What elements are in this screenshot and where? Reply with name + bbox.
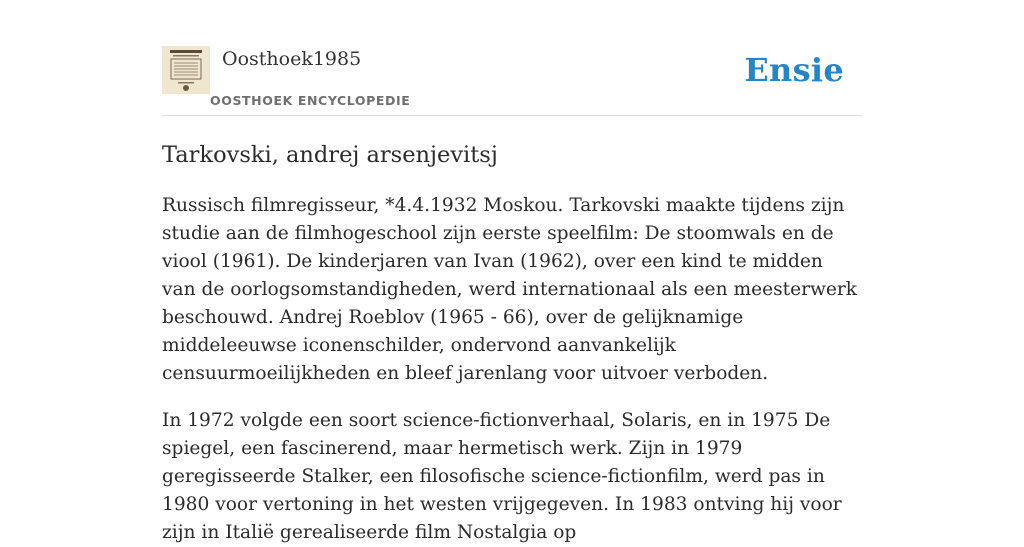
article-title: Tarkovski, andrej arsenjevitsj xyxy=(162,142,498,168)
article-card xyxy=(162,44,862,547)
author-link[interactable]: Oosthoek1985 xyxy=(222,48,362,70)
encyclopedia-cover-icon xyxy=(162,46,210,94)
article-header xyxy=(162,44,862,116)
article-paragraph-1: Russisch filmregisseur, *4.4.1932 Moskou. Tarkovski maakte tijdens zijn studie aan de filmhogeschool zijn eerste speelfilm: De stoomwals en de viool (1961). De kinderjaren van Ivan (1962), over een kind te midden van de oorlogsomstandigheden, werd internationaal als een meesterwerk beschouwd. Andrej Roeblov (1965 - 66), over de gelijknamige middeleeuwse iconenschilder, ondervond aanvankelijk censuurmoeilijkheden en bleef jarenlang voor uitvoer verboden. xyxy=(162,195,858,384)
avatar[interactable] xyxy=(162,46,210,94)
ensie-logo[interactable]: Ensie xyxy=(744,51,844,89)
source-label[interactable]: OOSTHOEK ENCYCLOPEDIE xyxy=(210,93,411,108)
article-paragraph-2: In 1972 volgde een soort science-fictionverhaal, Solaris, en in 1975 De spiegel, een fascinerend, maar hermetisch werk. Zijn in 1979 geregisseerde Stalker, een filosofische science-fictionfilm, werd pas in 1980 voor vertoning in het westen vrijgegeven. In 1983 ontving hij voor zijn in Italië gerealiseerde film Nostalgia op xyxy=(162,410,842,543)
